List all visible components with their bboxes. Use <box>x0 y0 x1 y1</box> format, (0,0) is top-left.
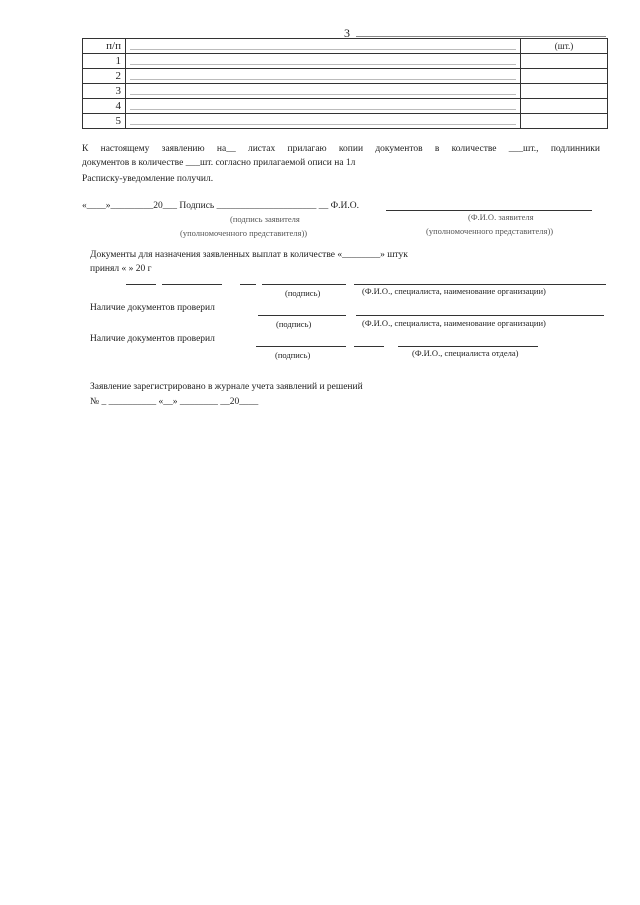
accepted-sign-caption: (подпись) <box>285 288 321 298</box>
applicant-sign-caption-2: (уполномоченного представителя)) <box>180 228 308 238</box>
check-1-fio-line <box>356 315 604 316</box>
accepted-line-seg <box>162 284 222 285</box>
applicant-date-signature-line: «____»_________20___ Подпись _____________________ __ Ф.И.О. <box>82 201 359 211</box>
table-row <box>83 99 608 114</box>
table-header-row <box>83 39 608 54</box>
header-rule <box>356 36 606 37</box>
table-row-count <box>521 54 608 69</box>
table-row-num: 3 <box>83 84 126 99</box>
check-2-sign-line <box>256 346 346 347</box>
accepted-sign-line <box>262 284 346 285</box>
check-2-fio-line <box>398 346 538 347</box>
table-row-count <box>521 99 608 114</box>
applicant-fio-line <box>386 210 592 211</box>
table-row-doc <box>126 54 521 69</box>
table-row-num: 4 <box>83 99 126 114</box>
table-row-num: 1 <box>83 54 126 69</box>
check-2-label: Наличие документов проверил <box>90 334 215 344</box>
registration-line-1: Заявление зарегистрировано в журнале учета заявлений и решений <box>90 382 363 392</box>
table-row <box>83 54 608 69</box>
accepted-line-seg <box>240 284 256 285</box>
table-row-count <box>521 114 608 129</box>
table-row <box>83 114 608 129</box>
table-header-num: п/п <box>83 39 126 54</box>
table-row-doc <box>126 99 521 114</box>
table-row-count <box>521 84 608 99</box>
check-2-fio-caption: (Ф.И.О., специалиста отдела) <box>412 348 519 358</box>
table-header-count: (шт.) <box>521 39 608 54</box>
table-row-doc <box>126 69 521 84</box>
table-row-num: 2 <box>83 69 126 84</box>
check-1-sign-line <box>258 315 346 316</box>
accepted-line-seg <box>126 284 156 285</box>
accepted-fio-line <box>354 284 606 285</box>
applicant-fio-caption-2: (уполномоченного представителя)) <box>426 226 554 236</box>
table-row-num: 5 <box>83 114 126 129</box>
table-row-count <box>521 69 608 84</box>
table-header-doc <box>126 39 521 54</box>
table-row <box>83 69 608 84</box>
check-2-line-seg <box>354 346 384 347</box>
attachments-line-3: Расписку-уведомление получил. <box>82 174 214 184</box>
check-2-sign-caption: (подпись) <box>275 350 311 360</box>
accepted-by-line: принял « » 20 г <box>90 264 152 274</box>
check-1-label: Наличие документов проверил <box>90 303 215 313</box>
table-row-doc <box>126 114 521 129</box>
attachments-line-2: документов в количестве ___шт. согласно прилагаемой описи на 1л <box>82 158 356 168</box>
accepted-docs-line: Документы для назначения заявленных выплат в количестве «________» штук <box>90 250 408 260</box>
attachments-line-1: К настоящему заявлению на__ листах прилагаю копии документов в количестве ___шт., подлинники <box>82 144 600 154</box>
applicant-fio-caption: (Ф.И.О. заявителя <box>468 212 534 222</box>
check-1-sign-caption: (подпись) <box>276 319 312 329</box>
accepted-fio-caption: (Ф.И.О., специалиста, наименование организации) <box>362 286 546 296</box>
documents-table <box>82 38 608 129</box>
page-number: 3 <box>344 26 350 40</box>
applicant-sign-caption: (подпись заявителя <box>230 214 300 224</box>
table-row <box>83 84 608 99</box>
check-1-fio-caption: (Ф.И.О., специалиста, наименование организации) <box>362 318 546 328</box>
registration-line-2: № _ __________ «__» ________ __20____ <box>90 397 259 407</box>
table-row-doc <box>126 84 521 99</box>
